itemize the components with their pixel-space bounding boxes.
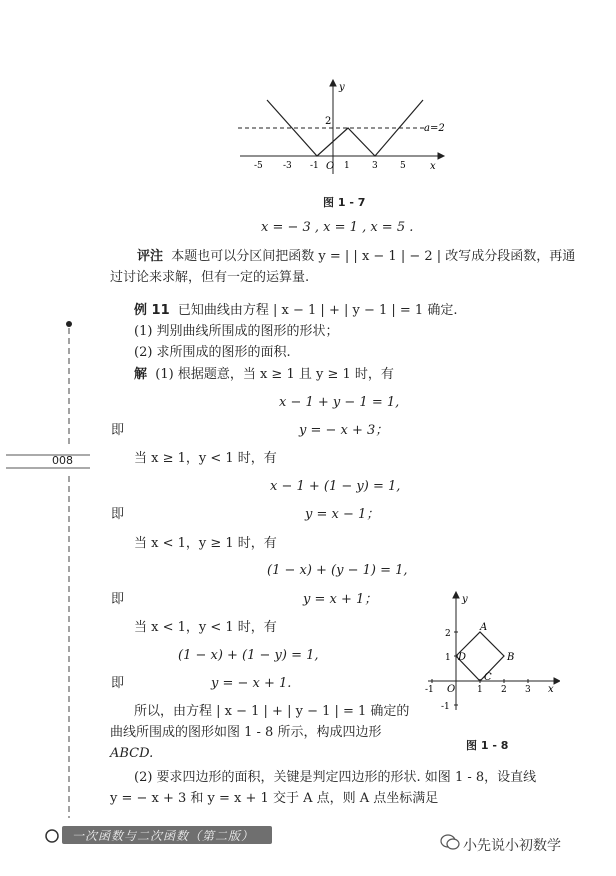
fig1-a-label: a=2	[424, 123, 445, 134]
fig2-y-tick: 1	[445, 653, 451, 663]
conclusion-line-2: 曲线所围成的图形如图 1 - 8 所示，构成四边形	[110, 725, 382, 740]
margin-dashed-line	[60, 318, 80, 848]
footer-title: 一次函数与二次函数（第二版）	[72, 829, 255, 843]
case3-result: y = x + 1；	[303, 592, 378, 607]
question-1: (1) 判别曲线所围成的图形的形状；	[134, 324, 339, 339]
fig1-x-tick: 1	[344, 161, 350, 171]
case3-equation: (1 − x) + (y − 1) = 1,	[267, 563, 408, 578]
ji-4: 即	[111, 676, 125, 691]
wechat-icon	[440, 833, 460, 851]
example-statement: 已知曲线由方程 | x − 1 | + | y − 1 | = 1 确定.	[177, 303, 458, 318]
remark-text-1: 本题也可以分区间把函数 y = | | x − 1 | − 2 | 改写成分段函数，再通	[171, 249, 576, 264]
fig1-x-label: x	[430, 161, 436, 172]
figure-1-7	[230, 78, 450, 178]
fig1-x-tick: -1	[310, 161, 319, 171]
fig2-x-tick: 2	[501, 685, 507, 695]
ji-1: 即	[111, 423, 125, 438]
fig2-x-tick: 3	[525, 685, 531, 695]
remark-label: 评注	[137, 249, 164, 264]
case4-condition: 当 x < 1，y < 1 时，有	[134, 620, 277, 635]
figure-1-8-caption: 图 1 - 8	[466, 739, 509, 752]
fig1-x-tick: -5	[254, 161, 263, 171]
fig2-x-tick: 1	[477, 685, 483, 695]
fig1-x-tick: -3	[283, 161, 292, 171]
remark-line-2: 过讨论来求解，但有一定的运算量.	[110, 270, 310, 285]
solution-line: x = − 3 , x = 1 , x = 5 .	[261, 220, 414, 235]
page-number-tab	[6, 451, 90, 471]
ji-2: 即	[111, 507, 125, 522]
case2-condition: 当 x ≥ 1，y < 1 时，有	[134, 451, 277, 466]
figure-1-7-caption: 图 1 - 7	[323, 196, 366, 209]
point-A: A	[480, 622, 488, 633]
case4-equation: (1 − x) + (1 − y) = 1,	[178, 648, 319, 663]
conclusion-line-3: ABCD.	[110, 746, 154, 761]
figure-1-8	[420, 588, 560, 718]
page-number: 008	[52, 454, 73, 467]
point-D: D	[458, 652, 467, 663]
fig1-y-tick-2: 2	[325, 116, 332, 127]
fig2-y-tick: -1	[441, 702, 450, 712]
fig2-y-label: y	[462, 594, 468, 605]
ji-3: 即	[111, 592, 125, 607]
fig1-origin: O	[326, 161, 335, 172]
example-statement-line	[134, 303, 457, 319]
watermark: 小先说小初数学	[463, 838, 561, 854]
fig1-x-tick: 5	[400, 161, 406, 171]
remark-line-1	[137, 249, 575, 265]
point-C: C	[484, 672, 492, 683]
fig1-x-tick: 3	[372, 161, 378, 171]
case1-equation: x − 1 + y − 1 = 1,	[279, 395, 400, 410]
fig2-x-tick: -1	[425, 685, 434, 695]
fig1-y-label: y	[339, 82, 345, 93]
fig2-y-tick: 2	[445, 629, 451, 639]
part2-line-2: y = − x + 3 和 y = x + 1 交于 A 点，则 A 点坐标满足	[110, 791, 439, 806]
case1-result: y = − x + 3；	[299, 423, 389, 438]
fig2-x-label: x	[548, 684, 554, 695]
case2-equation: x − 1 + (1 − y) = 1,	[270, 479, 401, 494]
case3-condition: 当 x < 1，y ≥ 1 时，有	[134, 536, 277, 551]
point-B: B	[507, 652, 515, 663]
question-2: (2) 求所围成的图形的面积.	[134, 345, 291, 360]
case2-result: y = x − 1；	[305, 507, 380, 522]
fig2-origin: O	[447, 684, 456, 695]
example-label: 例 11	[134, 303, 170, 318]
solution-intro-line	[134, 367, 394, 383]
part2-line-1: (2) 要求四边形的面积，关键是判定四边形的形状. 如图 1 - 8，设直线	[134, 770, 537, 785]
solution-intro: (1) 根据题意，当 x ≥ 1 且 y ≥ 1 时，有	[155, 367, 394, 382]
case4-result: y = − x + 1.	[211, 676, 292, 691]
conclusion-line-1: 所以，由方程 | x − 1 | + | y − 1 | = 1 确定的	[134, 704, 410, 719]
solution-label: 解	[134, 367, 148, 382]
footer-ring-icon	[43, 827, 61, 845]
